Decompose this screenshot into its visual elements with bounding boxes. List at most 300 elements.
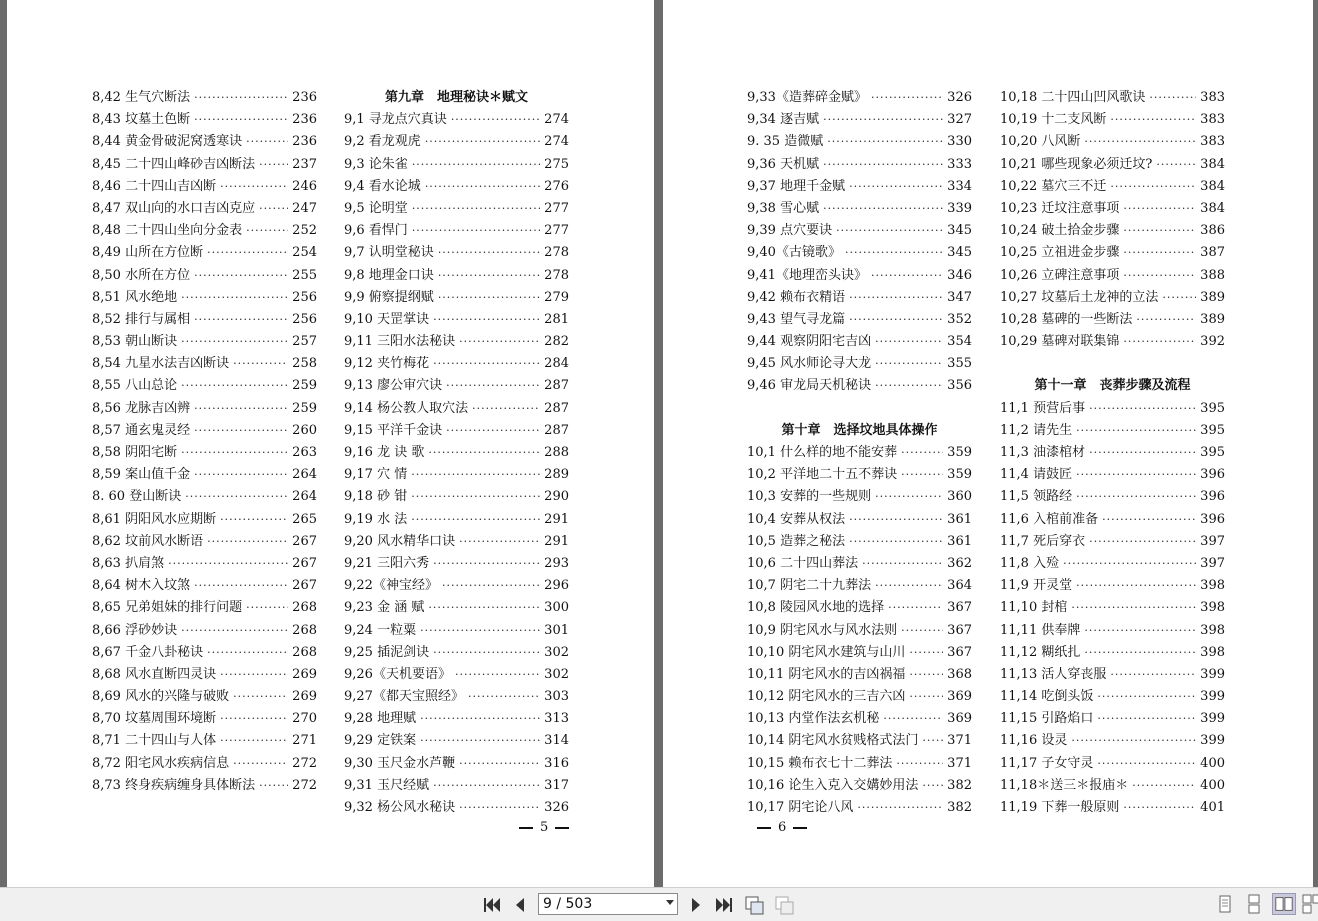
toc-entry-title: 11,13 活人穿丧服 — [1000, 666, 1107, 682]
toc-entry-title: 11,7 死后穿衣 — [1000, 533, 1086, 549]
toc-entry-title: 9,29 定铁案 — [344, 733, 417, 749]
toc-entry-title: 10,1 什么样的地不能安葬 — [747, 445, 898, 460]
toc-entry-title: 9,21 三阳六秀 — [344, 555, 430, 571]
toc-leader-dots — [1123, 242, 1196, 264]
first-page-icon[interactable] — [481, 894, 503, 916]
toc-entry — [92, 686, 317, 708]
toc-entry-page: 269 — [292, 666, 317, 682]
toc-leader-dots — [442, 575, 540, 597]
toc-entry-title: 8,65 兄弟姐妹的排行问题 — [92, 600, 243, 616]
toc-entry-page: 267 — [292, 533, 317, 549]
toc-entry-title: 10,4 安葬从权法 — [747, 511, 846, 527]
toc-entry-title: 8,56 龙脉吉凶辨 — [92, 400, 191, 416]
toc-entry — [344, 109, 569, 131]
toc-leader-dots — [1063, 553, 1196, 575]
toc-entry — [92, 708, 317, 730]
toc-entry-page: 255 — [292, 267, 317, 283]
fit-page-icon[interactable] — [743, 894, 765, 916]
toc-entry-page: 389 — [1200, 289, 1225, 305]
toc-entry-title: 9,17 穴 情 — [344, 467, 408, 483]
toc-leader-dots — [459, 331, 540, 353]
toc-leader-dots — [1084, 642, 1196, 664]
toc-entry-title: 8,55 八山总论 — [92, 378, 178, 394]
toc-entry-page: 334 — [947, 178, 972, 194]
toc-entry-page: 268 — [292, 600, 317, 616]
toc-entry-page: 267 — [292, 578, 317, 594]
prev-page-icon[interactable] — [509, 894, 531, 916]
toc-leader-dots — [194, 464, 288, 486]
toc-entry-title: 9,33《造葬碎金赋》 — [747, 90, 867, 105]
toc-leader-dots — [1097, 753, 1196, 775]
toc-entry — [1000, 620, 1225, 642]
toc-entry — [1000, 242, 1225, 264]
toc-entry — [344, 597, 569, 619]
toc-entry — [344, 131, 569, 153]
toc-entry-title: 10,3 安葬的一些规则 — [747, 489, 872, 505]
toc-entry-title: 10,6 二十四山葬法 — [747, 555, 859, 571]
toc-entry-title: 11,19 下葬一般原则 — [1000, 800, 1120, 815]
toc-entry — [344, 309, 569, 331]
dropdown-caret-icon[interactable] — [666, 900, 674, 905]
toc-entry-page: 236 — [292, 90, 317, 105]
toc-entry-page: 281 — [544, 311, 569, 327]
toc-leader-dots — [871, 87, 943, 109]
toc-column-right-2 — [1000, 87, 1225, 819]
toc-leader-dots — [1156, 154, 1196, 176]
toc-leader-dots — [412, 220, 540, 242]
toc-leader-dots — [1084, 620, 1196, 642]
toc-entry-title: 9,11 三阳水法秘诀 — [344, 334, 456, 350]
toc-entry-page: 252 — [292, 223, 317, 239]
toc-entry-page: 303 — [544, 689, 569, 705]
toc-entry-page: 256 — [292, 289, 317, 305]
toc-entry-title: 9,32 杨公风水秘诀 — [344, 800, 456, 815]
toc-entry-title: 10,15 赖布衣七十二葬法 — [747, 755, 893, 771]
toc-entry-title: 9,14 杨公教人取穴法 — [344, 400, 469, 416]
toc-leader-dots — [1123, 198, 1196, 220]
toc-entry-page: 277 — [544, 200, 569, 216]
toc-entry — [92, 420, 317, 442]
toc-entry-page: 345 — [947, 223, 972, 239]
toc-leader-dots — [220, 730, 288, 752]
toc-entry — [747, 797, 972, 819]
toc-entry-title: 11,14 吃倒头饭 — [1000, 689, 1094, 705]
toc-entry — [344, 620, 569, 642]
toc-entry-page: 259 — [292, 378, 317, 394]
toc-entry — [92, 398, 317, 420]
toc-entry-page: 293 — [544, 555, 569, 571]
toc-entry-title: 10,21 哪些现象必须迁坟? — [1000, 156, 1153, 172]
toc-entry-title: 8,67 千金八卦秘诀 — [92, 644, 204, 660]
toc-entry-page: 383 — [1200, 134, 1225, 150]
toc-entry — [1000, 575, 1225, 597]
toc-entry-title: 10,11 阴宅风水的吉凶祸福 — [747, 666, 906, 682]
toc-leader-dots — [1084, 131, 1196, 153]
toc-entry-page: 361 — [947, 533, 972, 549]
toc-leader-dots — [922, 730, 943, 752]
toc-entry — [92, 575, 317, 597]
toc-entry — [344, 331, 569, 353]
toc-entry-page: 302 — [544, 644, 569, 660]
toc-leader-dots — [871, 265, 943, 287]
toc-entry-title: 10,23 迁坟注意事项 — [1000, 200, 1120, 216]
page-number-right: 6 — [750, 820, 814, 835]
toc-entry-page: 368 — [947, 666, 972, 682]
toc-entry-page: 269 — [292, 689, 317, 705]
toc-leader-dots — [194, 420, 288, 442]
toc-entry-page: 371 — [947, 755, 972, 771]
toc-entry-title: 9,20 风水精华口诀 — [344, 533, 456, 549]
toc-entry — [747, 753, 972, 775]
toc-entry-page: 400 — [1200, 777, 1225, 793]
toc-entry-page: 384 — [1200, 156, 1225, 172]
continuous-view-icon[interactable] — [1242, 893, 1266, 915]
toc-entry-title: 10,7 阴宅二十九葬法 — [747, 578, 872, 594]
toc-leader-dots — [1123, 220, 1196, 242]
toc-leader-dots — [1136, 309, 1196, 331]
toc-entry-page: 282 — [544, 334, 569, 350]
next-page-icon[interactable] — [685, 894, 707, 916]
toc-entry-title: 8,49 山所在方位断 — [92, 245, 204, 261]
toc-leader-dots — [1123, 797, 1196, 819]
toc-entry-title: 8,73 终身疾病缠身具体断法 — [92, 777, 256, 793]
toc-entry-title: 8,70 坟墓周围环境断 — [92, 711, 217, 727]
toc-entry — [747, 176, 972, 198]
toc-entry — [92, 87, 317, 109]
toc-entry-page: 399 — [1200, 733, 1225, 749]
toc-leader-dots — [207, 242, 288, 264]
toc-entry — [1000, 309, 1225, 331]
spacer — [1000, 353, 1225, 375]
toc-leader-dots — [857, 797, 943, 819]
toc-entry-title: 9,9 俯察提纲赋 — [344, 289, 434, 305]
toc-leader-dots — [411, 509, 540, 531]
toc-entry-title: 9,25 插泥剑诀 — [344, 644, 430, 660]
toc-entry-title: 9,46 审龙局天机秘诀 — [747, 378, 872, 394]
toc-entry-page: 399 — [1200, 689, 1225, 705]
toc-entry — [344, 775, 569, 797]
toc-entry-title: 11,5 领路经 — [1000, 489, 1073, 505]
toc-entry — [1000, 87, 1225, 109]
toc-entry — [92, 730, 317, 752]
toc-leader-dots — [875, 575, 943, 597]
toc-entry-title: 10,2 平洋地二十五不葬诀 — [747, 467, 898, 483]
toc-entry-page: 326 — [947, 90, 972, 105]
toc-entry — [747, 109, 972, 131]
toc-leader-dots — [412, 154, 540, 176]
toc-entry — [1000, 797, 1225, 819]
toc-entry — [344, 753, 569, 775]
toc-leader-dots — [433, 642, 540, 664]
toc-entry-page: 382 — [947, 777, 972, 793]
toc-entry-title: 10,8 陵园风水地的选择 — [747, 600, 885, 616]
toc-entry-title: 9,23 金 涵 赋 — [344, 600, 425, 616]
toc-leader-dots — [849, 287, 943, 309]
toc-entry-title: 8,57 通玄鬼灵经 — [92, 422, 191, 438]
toc-leader-dots — [438, 265, 540, 287]
toc-leader-dots — [428, 597, 540, 619]
toc-entry-page: 369 — [947, 689, 972, 705]
toc-entry-title: 9,44 观察阴阳宅吉凶 — [747, 334, 872, 350]
toc-entry — [747, 87, 972, 109]
toc-entry — [92, 486, 317, 508]
toc-entry-title: 9. 35 造微赋 — [747, 134, 824, 150]
toc-entry-page: 355 — [947, 356, 972, 372]
toc-leader-dots — [425, 176, 540, 198]
toc-leader-dots — [446, 420, 540, 442]
toc-entry-page: 389 — [1200, 311, 1225, 327]
two-page-continuous-view-icon[interactable] — [1300, 893, 1318, 915]
toc-entry-title: 9,42 赖布衣精语 — [747, 289, 846, 305]
two-page-view-icon[interactable] — [1272, 893, 1296, 915]
toc-entry-title: 10,18 二十四山凹风歌诀 — [1000, 90, 1146, 105]
toc-entry — [1000, 109, 1225, 131]
viewer-toolbar — [0, 887, 1318, 921]
toc-entry-page: 395 — [1200, 422, 1225, 438]
toc-entry-title: 9,18 砂 钳 — [344, 489, 408, 505]
toc-entry — [747, 730, 972, 752]
fit-width-icon[interactable] — [773, 894, 795, 916]
toc-entry — [92, 287, 317, 309]
toc-entry-title: 11,12 糊纸扎 — [1000, 644, 1081, 660]
toc-entry — [92, 620, 317, 642]
toc-entry-title: 10,27 坟墓后土龙神的立法 — [1000, 289, 1159, 305]
toc-entry — [747, 198, 972, 220]
toc-entry — [747, 309, 972, 331]
toc-entry-title: 8,64 树木入坟煞 — [92, 578, 191, 594]
toc-entry — [92, 753, 317, 775]
toc-entry — [344, 154, 569, 176]
toc-entry-title: 9,6 看悍门 — [344, 223, 408, 239]
toc-entry — [344, 664, 569, 686]
toc-entry-page: 333 — [947, 156, 972, 172]
toc-leader-dots — [472, 398, 540, 420]
toc-entry — [92, 176, 317, 198]
toc-entry — [92, 198, 317, 220]
toc-entry-title: 8,50 水所在方位 — [92, 267, 191, 283]
toc-entry-title: 10,16 论生入克入交媾妙用法 — [747, 777, 919, 793]
toc-entry-page: 347 — [947, 289, 972, 305]
toc-entry-page: 396 — [1200, 511, 1225, 527]
toc-entry — [92, 109, 317, 131]
toc-entry-page: 291 — [544, 533, 569, 549]
toc-entry — [1000, 220, 1225, 242]
toc-leader-dots — [194, 309, 288, 331]
page-indicator-text: 9 / 503 — [543, 896, 593, 912]
toc-entry-page: 386 — [1200, 223, 1225, 239]
toc-leader-dots — [220, 176, 288, 198]
toc-entry-title: 9,13 廖公审穴诀 — [344, 378, 443, 394]
toc-entry-title: 11,15 引路焰口 — [1000, 711, 1094, 727]
toc-entry-page: 354 — [947, 334, 972, 350]
toc-leader-dots — [459, 797, 540, 819]
toc-entry-page: 346 — [947, 267, 972, 283]
toc-entry-title: 10,13 内堂作法玄机秘 — [747, 711, 880, 727]
toc-leader-dots — [459, 753, 540, 775]
toc-leader-dots — [207, 642, 288, 664]
toc-entry-page: 362 — [947, 555, 972, 571]
toc-entry-page: 254 — [292, 245, 317, 261]
toc-entry — [747, 775, 972, 797]
toc-entry-page: 359 — [947, 445, 972, 460]
single-page-view-icon[interactable] — [1213, 893, 1237, 915]
toc-entry-page: 288 — [544, 445, 569, 460]
toc-entry — [747, 686, 972, 708]
toc-entry-title: 9,5 论明堂 — [344, 200, 408, 216]
toc-entry — [344, 442, 569, 464]
toc-entry-title: 8,58 阴阳宅断 — [92, 445, 178, 460]
toc-entry-title: 9,1 寻龙点穴真诀 — [344, 112, 447, 128]
toc-leader-dots — [425, 131, 540, 153]
toc-entry-title: 9,7 认明堂秘诀 — [344, 245, 434, 261]
toc-entry-page: 316 — [544, 755, 569, 771]
toc-entry-title: 8,59 案山值千金 — [92, 467, 191, 483]
toc-entry — [1000, 398, 1225, 420]
toc-entry — [1000, 287, 1225, 309]
toc-entry-page: 371 — [947, 733, 972, 749]
toc-leader-dots — [185, 486, 288, 508]
toc-entry — [1000, 265, 1225, 287]
toc-leader-dots — [1123, 265, 1196, 287]
toc-entry-title: 8,46 二十四山吉凶断 — [92, 178, 217, 194]
toc-leader-dots — [194, 87, 288, 109]
toc-entry-page: 396 — [1200, 467, 1225, 483]
toc-leader-dots — [168, 553, 288, 575]
toc-leader-dots — [181, 620, 288, 642]
chapter-heading: 第十一章 丧葬步骤及流程 — [1034, 378, 1191, 394]
toc-entry-title: 8,43 坟墓土色断 — [92, 112, 191, 128]
toc-entry — [747, 486, 972, 508]
toc-leader-dots — [1110, 176, 1196, 198]
toc-entry-title: 8,68 风水直断四灵诀 — [92, 666, 217, 682]
toc-entry — [92, 220, 317, 242]
toc-entry-page: 382 — [947, 800, 972, 815]
toc-entry-title: 10,26 立碑注意事项 — [1000, 267, 1120, 283]
toc-leader-dots — [909, 686, 943, 708]
toc-entry-title: 8,42 生气穴断法 — [92, 90, 191, 105]
toc-entry-page: 367 — [947, 600, 972, 616]
toc-entry-page: 272 — [292, 755, 317, 771]
toc-entry-title: 10,24 破土拾金步骤 — [1000, 223, 1120, 239]
toc-entry — [92, 265, 317, 287]
toc-entry-page: 264 — [292, 467, 317, 483]
toc-entry-title: 10,29 墓碑对联集锦 — [1000, 334, 1120, 350]
toc-entry — [747, 575, 972, 597]
toc-leader-dots — [207, 531, 288, 553]
toc-entry — [92, 664, 317, 686]
toc-entry — [747, 375, 972, 397]
toc-leader-dots — [883, 708, 943, 730]
toc-entry-title: 8,72 阳宅风水疾病信息 — [92, 755, 230, 771]
toc-entry-page: 399 — [1200, 711, 1225, 727]
toc-entry-page: 301 — [544, 622, 569, 638]
toc-entry-title: 11,11 供奉牌 — [1000, 622, 1081, 638]
toc-leader-dots — [181, 442, 288, 464]
toc-entry-page: 290 — [544, 489, 569, 505]
toc-entry-title: 11,16 设灵 — [1000, 733, 1068, 749]
toc-entry-title: 9,41《地理峦头诀》 — [747, 267, 867, 283]
toc-entry-page: 384 — [1200, 200, 1225, 216]
toc-entry-page: 267 — [292, 555, 317, 571]
toc-entry-title: 8,48 二十四山坐向分金表 — [92, 223, 243, 239]
toc-entry-title: 9,28 地理赋 — [344, 711, 417, 727]
toc-entry-page: 260 — [292, 422, 317, 438]
toc-entry-title: 8,66 浮砂妙诀 — [92, 622, 178, 638]
toc-column-right-1 — [747, 87, 972, 819]
last-page-icon[interactable] — [713, 894, 735, 916]
toc-entry-page: 387 — [1200, 245, 1225, 261]
toc-entry — [747, 331, 972, 353]
toc-entry-page: 279 — [544, 289, 569, 305]
toc-entry-page: 360 — [947, 489, 972, 505]
toc-leader-dots — [845, 242, 943, 264]
toc-leader-dots — [896, 753, 943, 775]
toc-entry-page: 398 — [1200, 644, 1225, 660]
toc-entry-title: 8,51 风水绝地 — [92, 289, 178, 305]
toc-leader-dots — [1076, 464, 1196, 486]
toc-entry-title: 11,1 预营后事 — [1000, 400, 1086, 416]
toc-leader-dots — [433, 309, 540, 331]
toc-entry-title: 8,54 九星水法吉凶断诀 — [92, 356, 230, 372]
toc-entry-page: 396 — [1200, 489, 1225, 505]
toc-entry-title: 10,19 十二支风断 — [1000, 112, 1107, 128]
toc-entry-title: 9,15 平洋千金诀 — [344, 422, 443, 438]
pdf-page-right — [663, 0, 1313, 887]
toc-leader-dots — [1097, 686, 1196, 708]
toc-entry — [1000, 154, 1225, 176]
toc-entry-title: 9,19 水 法 — [344, 511, 408, 527]
toc-leader-dots — [1110, 664, 1196, 686]
toc-leader-dots — [1102, 509, 1196, 531]
toc-entry-page: 395 — [1200, 445, 1225, 460]
toc-leader-dots — [181, 375, 288, 397]
toc-leader-dots — [446, 375, 540, 397]
toc-entry — [747, 597, 972, 619]
toc-leader-dots — [194, 109, 288, 131]
toc-entry-title: 8,61 阴阳风水应期断 — [92, 511, 217, 527]
toc-leader-dots — [194, 398, 288, 420]
toc-entry-page: 276 — [544, 178, 569, 194]
toc-entry-title: 10,5 造葬之秘法 — [747, 533, 846, 549]
toc-leader-dots — [823, 198, 943, 220]
toc-entry-title: 8. 60 登山断诀 — [92, 489, 182, 505]
toc-entry-page: 401 — [1200, 800, 1225, 815]
toc-entry — [747, 620, 972, 642]
toc-leader-dots — [438, 287, 540, 309]
toc-entry — [1000, 775, 1225, 797]
toc-entry-page: 302 — [544, 666, 569, 682]
toc-leader-dots — [412, 198, 540, 220]
toc-entry-title: 10,14 阴宅风水贫贱格式法门 — [747, 733, 919, 749]
toc-entry — [1000, 198, 1225, 220]
toc-entry-page: 397 — [1200, 555, 1225, 571]
page-number-input[interactable] — [538, 893, 678, 915]
toc-entry — [92, 242, 317, 264]
toc-entry-title: 8,52 排行与属相 — [92, 311, 191, 327]
toc-entry — [1000, 686, 1225, 708]
toc-entry-title: 9,30 玉尺金水芦鞭 — [344, 755, 456, 771]
toc-entry-title: 11,10 封棺 — [1000, 600, 1068, 616]
toc-leader-dots — [451, 109, 540, 131]
toc-entry — [92, 642, 317, 664]
toc-entry-page: 314 — [544, 733, 569, 749]
toc-entry — [1000, 442, 1225, 464]
toc-entry-title: 9,43 望气寻龙篇 — [747, 311, 846, 327]
toc-entry-page: 268 — [292, 644, 317, 660]
toc-entry — [1000, 597, 1225, 619]
toc-leader-dots — [875, 375, 943, 397]
toc-entry — [747, 509, 972, 531]
